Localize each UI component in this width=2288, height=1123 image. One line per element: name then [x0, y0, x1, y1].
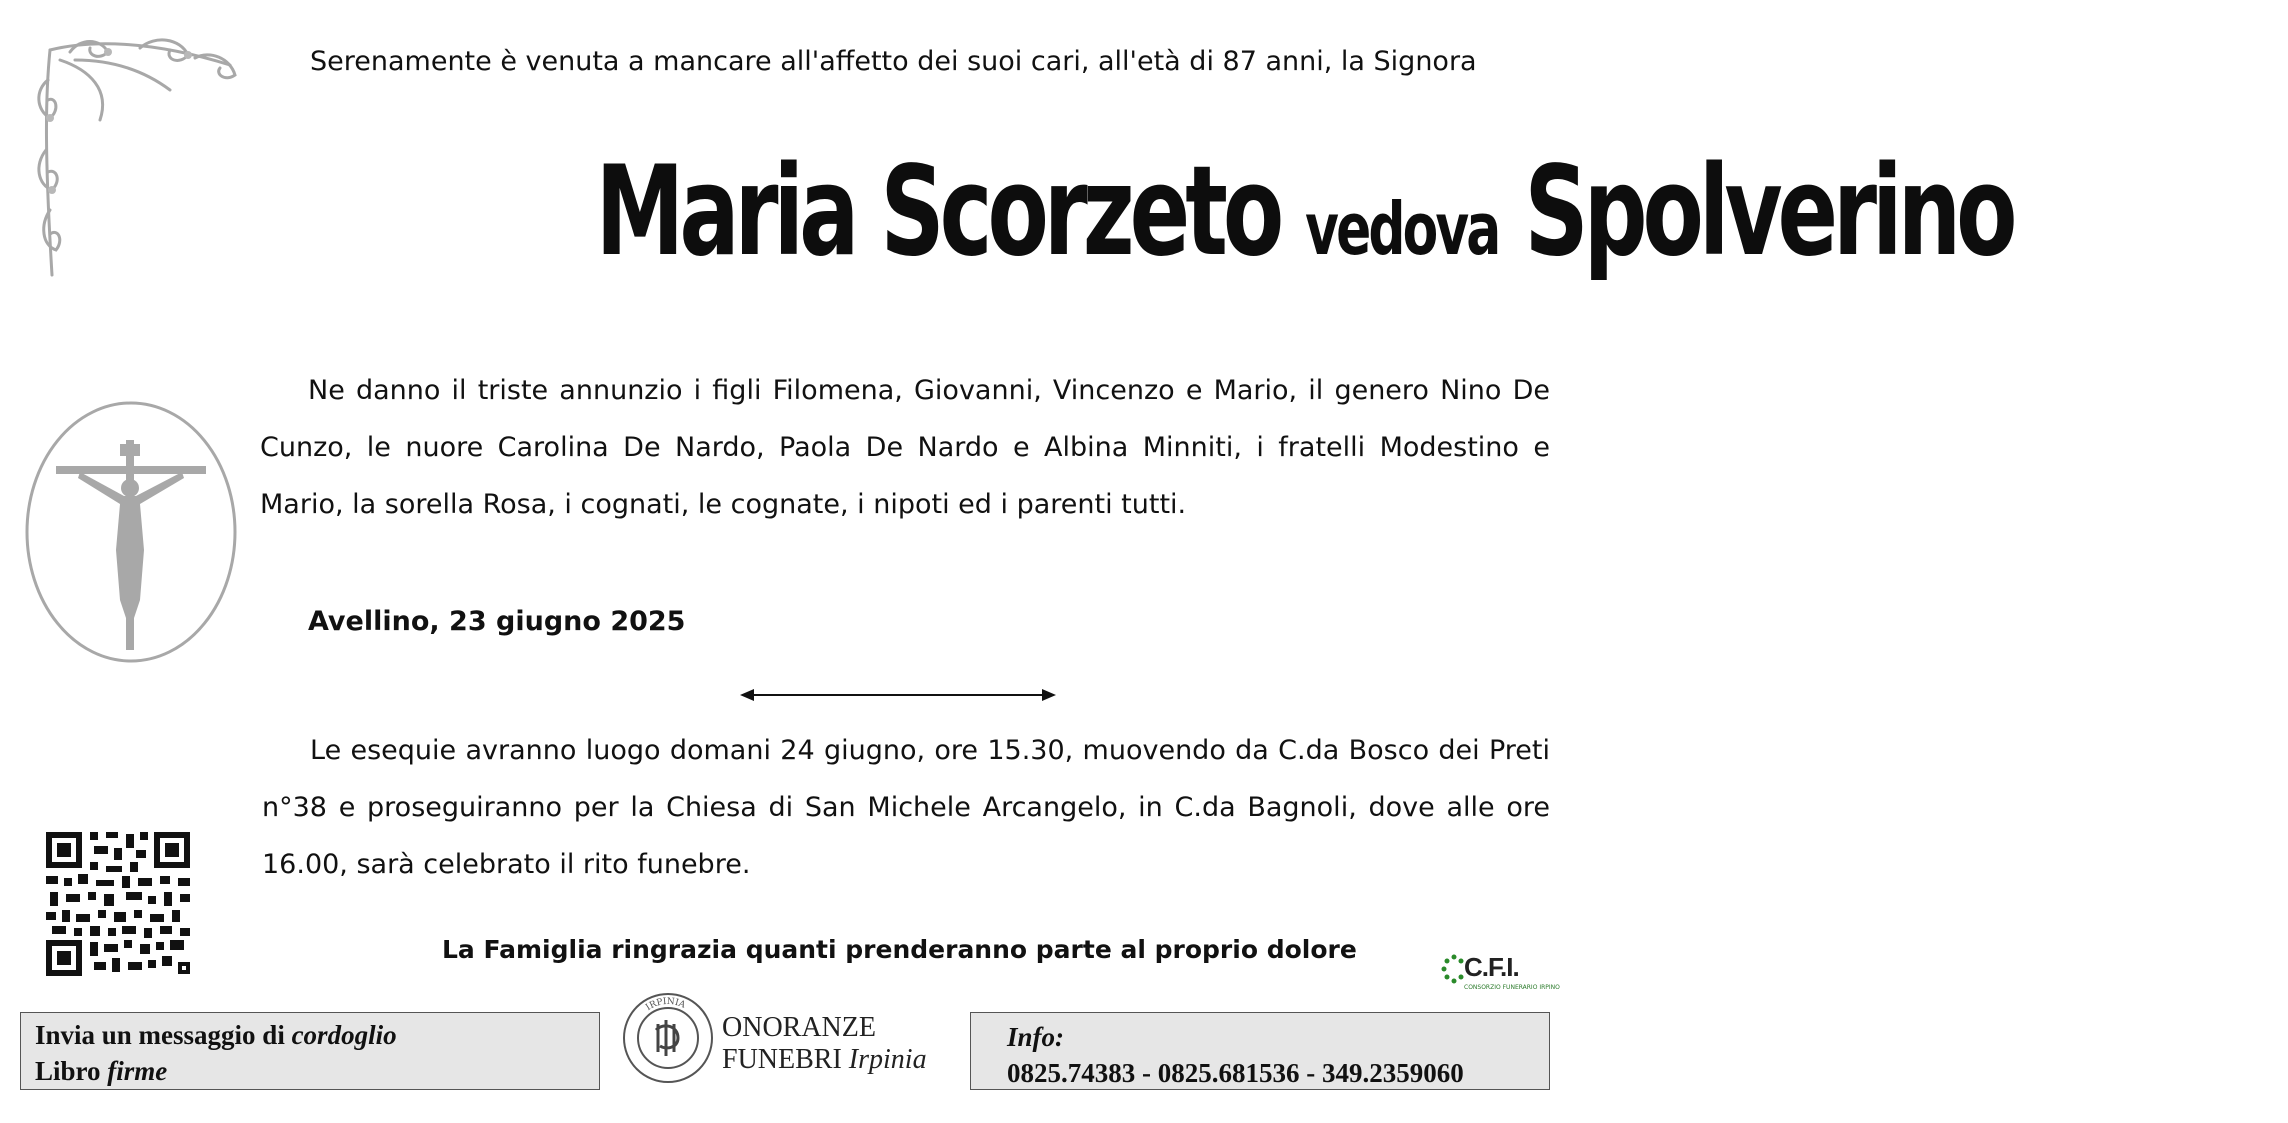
- corner-ornament-icon: [30, 30, 240, 285]
- crucifix-icon: [24, 400, 238, 664]
- message-italic: cordoglio: [291, 1020, 397, 1050]
- qr-code-icon[interactable]: [44, 830, 192, 978]
- guestbook-link[interactable]: [35, 1053, 585, 1089]
- condolence-message-link[interactable]: [35, 1017, 585, 1053]
- name-middle: vedova: [1305, 187, 1499, 271]
- name-last: Spolverino: [1524, 140, 2013, 284]
- company-seal-icon: [620, 990, 716, 1086]
- place-date: Avellino, 23 giugno 2025: [308, 606, 686, 637]
- info-box: [970, 1012, 1550, 1090]
- cfi-logo-text: C.F.I.: [1464, 952, 1519, 982]
- book-italic: firme: [107, 1056, 168, 1086]
- company-line2: FUNEBRI Irpinia: [722, 1044, 927, 1075]
- announcement-text: Ne danno il triste annunzio i figli Filomena, Giovanni, Vincenzo e Mario, il genero Nino De Cunzo, le nuore Carolina De Nardo, Paola De Nardo e Albina Minniti, i fratelli Modestino e Mario, la sorella Rosa, i cognati, le cognate, i nipoti ed i parenti tutti.: [260, 375, 1550, 520]
- intro-text: Serenamente è venuta a mancare all'affetto dei suoi cari, all'età di 87 anni, la Signora: [310, 46, 1477, 77]
- phone-numbers[interactable]: 0825.74383 - 0825.681536 - 349.2359060: [1007, 1058, 1464, 1088]
- book-prefix: Libro: [35, 1056, 108, 1086]
- cfi-logo-icon: [1442, 954, 1466, 984]
- deceased-name: [320, 140, 2013, 340]
- name-first: Maria Scorzeto: [595, 140, 1280, 284]
- message-prefix: Invia un messaggio di: [35, 1020, 292, 1050]
- info-label: Info:: [1007, 1022, 1065, 1052]
- company-name: [722, 1012, 927, 1076]
- condolence-box[interactable]: [20, 1012, 600, 1090]
- arrow-divider-icon: [738, 686, 1058, 704]
- company-line1: ONORANZE: [722, 1012, 876, 1043]
- thanks-text: La Famiglia ringrazia quanti prenderanno parte al proprio dolore: [442, 935, 1357, 964]
- funeral-text: Le esequie avranno luogo domani 24 giugno, ore 15.30, muovendo da C.da Bosco dei Preti n°38 e proseguiranno per la Chiesa di San Michele Arcangelo, in C.da Bagnoli, dove alle ore 16.00, sarà celebrato il rito funebre.: [262, 735, 1550, 880]
- seal-text: IRPINIA: [644, 996, 687, 1013]
- cfi-subtitle: CONSORZIO FUNERARIO IRPINO: [1464, 984, 1560, 991]
- company-line2-italic: Irpinia: [848, 1044, 927, 1075]
